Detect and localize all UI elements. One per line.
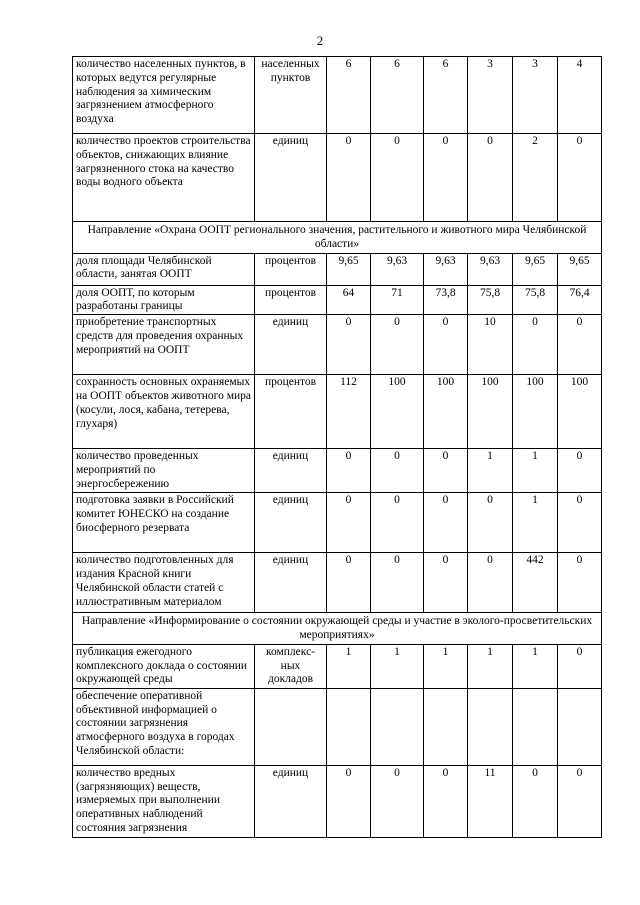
indicator-value: 6	[327, 57, 371, 134]
indicator-value: 0	[513, 315, 558, 375]
indicator-value: 0	[558, 493, 602, 553]
indicator-name: доля ООПТ, по которым разработаны границы	[73, 285, 255, 315]
indicator-unit: единиц	[255, 315, 327, 375]
indicator-unit: единиц	[255, 765, 327, 837]
indicator-value	[513, 688, 558, 765]
indicator-value: 0	[513, 765, 558, 837]
table-row	[73, 493, 602, 553]
indicator-value: 2	[513, 134, 558, 222]
indicator-value: 4	[558, 57, 602, 134]
indicator-value: 0	[424, 553, 468, 613]
indicator-value	[371, 688, 424, 765]
indicator-value: 0	[327, 553, 371, 613]
indicator-value: 1	[468, 449, 513, 493]
indicator-value: 0	[371, 765, 424, 837]
indicator-value: 0	[327, 449, 371, 493]
indicator-value: 75,8	[513, 285, 558, 315]
indicator-value: 0	[327, 493, 371, 553]
indicator-value: 0	[558, 765, 602, 837]
indicator-unit: единиц	[255, 134, 327, 222]
table-row	[73, 449, 602, 493]
indicator-name: количество проектов строительства объектов, снижающих влияние загрязненного стока на качество воды водного объекта	[73, 134, 255, 222]
indicator-value: 9,65	[558, 253, 602, 285]
indicator-value	[468, 688, 513, 765]
indicator-unit: единиц	[255, 553, 327, 613]
table-row	[73, 57, 602, 134]
indicator-value: 75,8	[468, 285, 513, 315]
indicator-value: 0	[424, 765, 468, 837]
indicator-name: доля площади Челябинской области, занятая ООПТ	[73, 253, 255, 285]
indicator-value: 1	[468, 644, 513, 688]
indicator-value: 9,63	[371, 253, 424, 285]
table-row	[73, 315, 602, 375]
indicator-value: 0	[371, 449, 424, 493]
table-row	[73, 253, 602, 285]
indicator-value: 0	[371, 134, 424, 222]
indicator-value: 9,63	[468, 253, 513, 285]
indicator-value	[327, 688, 371, 765]
indicator-unit: процентов	[255, 285, 327, 315]
indicator-value: 11	[468, 765, 513, 837]
indicator-unit: процентов	[255, 375, 327, 449]
indicator-value: 442	[513, 553, 558, 613]
indicator-unit: населенных пунктов	[255, 57, 327, 134]
indicator-value: 0	[558, 134, 602, 222]
indicator-name: количество подготовленных для издания Красной книги Челябинской области статей с иллюстративным материалом	[73, 553, 255, 613]
table-body	[73, 57, 602, 838]
indicator-value: 0	[424, 449, 468, 493]
indicator-value: 0	[327, 765, 371, 837]
page-number: 2	[316, 33, 324, 48]
indicator-value: 100	[558, 375, 602, 449]
indicator-value: 1	[513, 644, 558, 688]
indicator-value: 0	[558, 644, 602, 688]
indicator-value: 112	[327, 375, 371, 449]
indicator-name: приобретение транспортных средств для проведения охранных мероприятий на ООПТ	[73, 315, 255, 375]
table-row	[73, 688, 602, 765]
indicator-value: 10	[468, 315, 513, 375]
indicator-value: 100	[513, 375, 558, 449]
indicator-value: 9,65	[327, 253, 371, 285]
indicator-value: 0	[371, 493, 424, 553]
table-row	[73, 285, 602, 315]
indicator-value: 76,4	[558, 285, 602, 315]
table-row	[73, 553, 602, 613]
indicator-value: 0	[371, 315, 424, 375]
indicator-value: 9,63	[424, 253, 468, 285]
indicator-name: обеспечение оперативной объективной информацией о состоянии загрязнения атмосферного воздуха в городах Челябинской области:	[73, 688, 255, 765]
indicator-value: 0	[468, 493, 513, 553]
indicator-value: 100	[468, 375, 513, 449]
indicator-value: 1	[424, 644, 468, 688]
indicator-value: 0	[327, 134, 371, 222]
table-row	[73, 134, 602, 222]
indicator-unit	[255, 688, 327, 765]
indicator-value: 3	[468, 57, 513, 134]
section-title: Направление «Информирование о состоянии окружающей среды и участие в эколого-просветительских мероприятиях»	[73, 613, 602, 645]
indicator-value: 0	[558, 553, 602, 613]
indicator-name: публикация ежегодного комплексного доклада о состоянии окружающей среды	[73, 644, 255, 688]
table-row	[73, 375, 602, 449]
indicator-unit: процентов	[255, 253, 327, 285]
indicator-name: подготовка заявки в Российский комитет ЮНЕСКО на создание биосферного резервата	[73, 493, 255, 553]
section-row	[73, 613, 602, 645]
indicator-value: 3	[513, 57, 558, 134]
indicator-value: 100	[424, 375, 468, 449]
indicator-value: 1	[513, 449, 558, 493]
indicator-value: 6	[371, 57, 424, 134]
indicator-value: 0	[558, 315, 602, 375]
indicator-value: 0	[371, 553, 424, 613]
indicator-value: 0	[424, 315, 468, 375]
indicator-unit: единиц	[255, 449, 327, 493]
indicator-value: 1	[371, 644, 424, 688]
indicator-value: 0	[468, 134, 513, 222]
indicator-name: количество населенных пунктов, в которых ведутся регулярные наблюдения за химическим загрязнением атмосферного воздуха	[73, 57, 255, 134]
indicator-value: 0	[468, 553, 513, 613]
indicator-value: 1	[327, 644, 371, 688]
indicator-value: 0	[424, 134, 468, 222]
section-title: Направление «Охрана ООПТ регионального значения, растительного и животного мира Челябинской области»	[73, 222, 602, 254]
indicator-value: 73,8	[424, 285, 468, 315]
section-row	[73, 222, 602, 254]
table-row	[73, 644, 602, 688]
indicator-unit: комплекс-ных докладов	[255, 644, 327, 688]
indicator-name: количество вредных (загрязняющих) веществ, измеряемых при выполнении оперативных наблюдений состояния загрязнения	[73, 765, 255, 837]
table-row	[73, 765, 602, 837]
indicator-value: 0	[327, 315, 371, 375]
indicator-value	[424, 688, 468, 765]
indicator-unit: единиц	[255, 493, 327, 553]
indicators-table	[72, 56, 602, 838]
indicator-name: сохранность основных охраняемых на ООПТ объектов животного мира (косули, лося, кабана, тетерева, глухаря)	[73, 375, 255, 449]
indicator-value: 1	[513, 493, 558, 553]
indicator-value: 0	[424, 493, 468, 553]
indicator-value: 71	[371, 285, 424, 315]
indicator-value: 100	[371, 375, 424, 449]
indicator-value: 64	[327, 285, 371, 315]
indicator-value: 6	[424, 57, 468, 134]
indicator-value: 0	[558, 449, 602, 493]
indicator-value	[558, 688, 602, 765]
indicator-name: количество проведенных мероприятий по энергосбережению	[73, 449, 255, 493]
indicator-value: 9,65	[513, 253, 558, 285]
